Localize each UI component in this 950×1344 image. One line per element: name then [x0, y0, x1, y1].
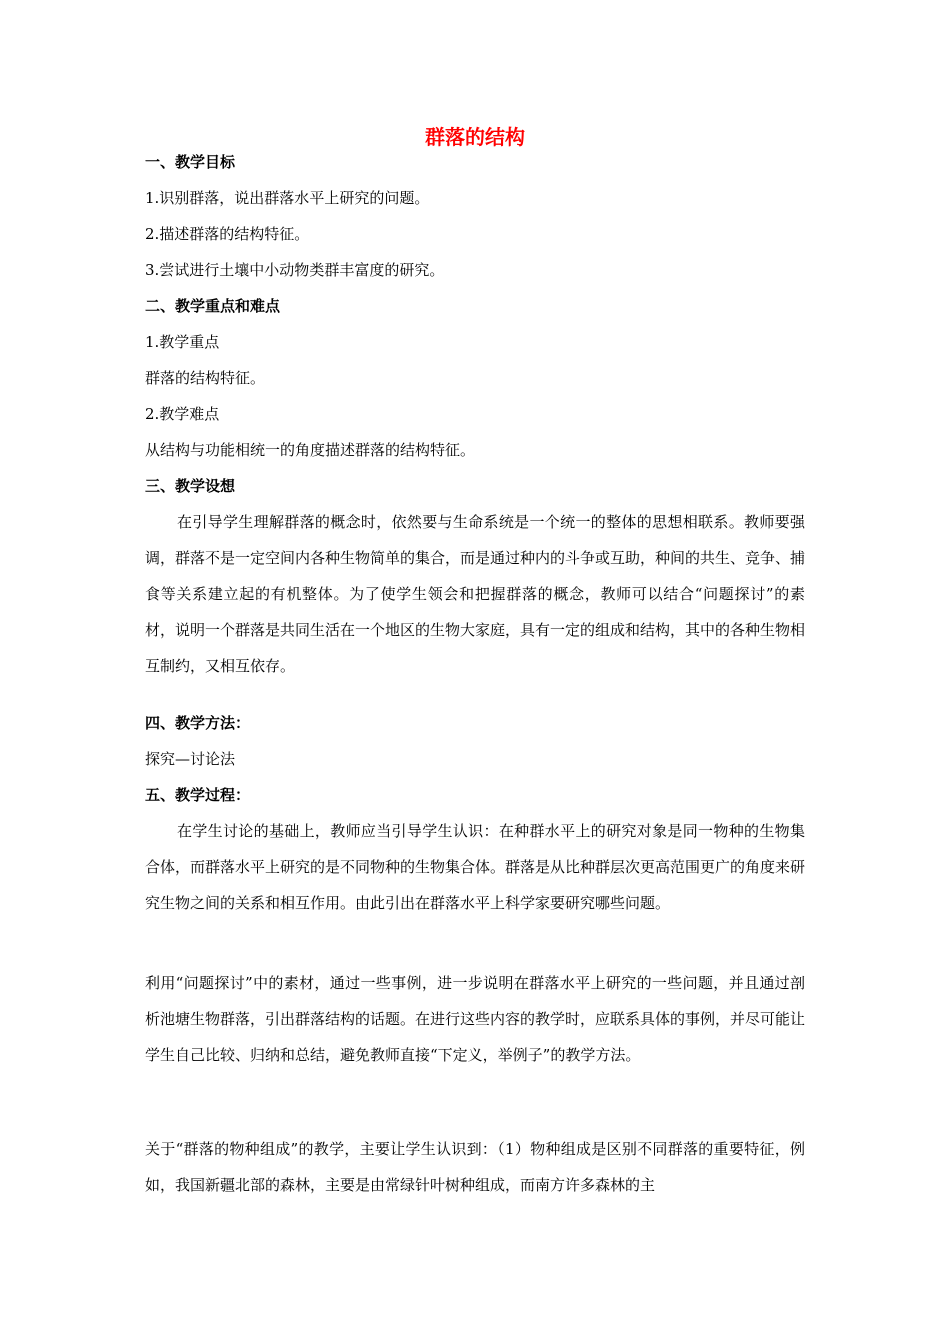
- goal-item-1: 1.识别群落，说出群落水平上研究的问题。: [145, 189, 430, 207]
- teaching-process-paragraph-3: 关于“群落的物种组成”的教学，主要让学生认识到：（1）物种组成是区别不同群落的重要特征，例如，我国新疆北部的森林，主要是由常绿针叶树种组成，而南方许多森林的主: [145, 1140, 805, 1194]
- subheading-key-point: 1.教学重点: [145, 333, 220, 351]
- section-heading-teaching-concept: 三、教学设想: [145, 477, 236, 495]
- teaching-concept-paragraph: 在引导学生理解群落的概念时，依然要与生命系统是一个统一的整体的思想相联系。教师要强调，群落不是一定空间内各种生物简单的集合，而是通过种内的斗争或互助，种间的共生、竞争、捕食等关系建立起的有机整体。为了使学生领会和把握群落的概念，教师可以结合“问题探讨”的素材，说明一个群落是共同生活在一个地区的生物大家庭，具有一定的组成和结构，其中的各种生物相互制约，又相互依存。: [145, 513, 806, 675]
- document-title: 群落的结构: [425, 125, 525, 149]
- section-heading-teaching-goals: 一、教学目标: [145, 153, 236, 171]
- subheading-difficulty: 2.教学难点: [145, 405, 220, 423]
- section-heading-teaching-process: 五、教学过程：: [145, 786, 251, 804]
- difficulty-text: 从结构与功能相统一的角度描述群落的结构特征。: [145, 441, 476, 459]
- section-heading-key-points: 二、教学重点和难点: [145, 297, 281, 315]
- goal-item-3: 3.尝试进行土壤中小动物类群丰富度的研究。: [145, 261, 445, 279]
- key-point-text: 群落的结构特征。: [145, 369, 266, 387]
- teaching-method-text: 探究—讨论法: [145, 750, 236, 768]
- goal-item-2: 2.描述群落的结构特征。: [145, 225, 310, 243]
- teaching-process-paragraph-1: 在学生讨论的基础上，教师应当引导学生认识：在种群水平上的研究对象是同一物种的生物集合体，而群落水平上研究的是不同物种的生物集合体。群落是从比种群层次更高范围更广的角度来研究生物之间的关系和相互作用。由此引出在群落水平上科学家要研究哪些问题。: [145, 822, 806, 912]
- section-heading-teaching-method: 四、教学方法：: [145, 714, 251, 732]
- teaching-process-paragraph-2: 利用“问题探讨”中的素材，通过一些事例，进一步说明在群落水平上研究的一些问题，并且通过剖析池塘生物群落，引出群落结构的话题。在进行这些内容的教学时，应联系具体的事例，并尽可能让学生自己比较、归纳和总结，避免教师直接“下定义，举例子”的教学方法。: [145, 974, 806, 1064]
